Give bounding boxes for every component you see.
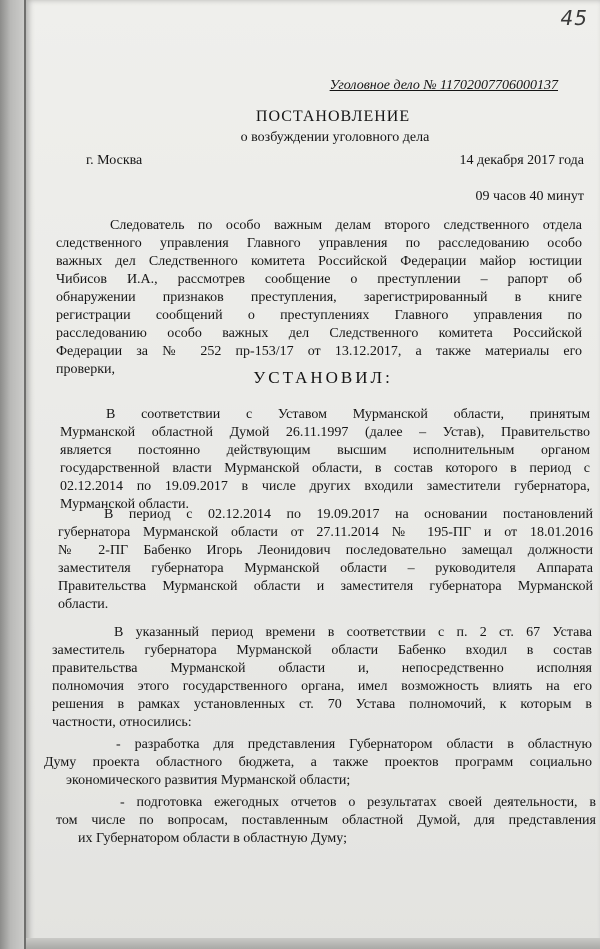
binding-spine [0,0,26,949]
date: 14 декабря 2017 года [459,153,584,168]
intro-paragraph [56,217,582,379]
city: г. Москва [86,153,143,168]
paragraph-1 [60,406,590,514]
bullet1-line: Думу проекта областного бюджета, а также проектов программ социально [44,755,592,770]
bullet1-line: экономического развития Мурманской области; [66,773,351,788]
bullet-1 [44,736,592,790]
bullet2-line: том числе по вопросам, поставленным областной Думой, для представления [56,813,596,828]
intro-line: расследованию особо важных дел Следственного комитета Российской [56,326,582,341]
para1-line: является постоянно действующим высшим исполнительным органом [60,443,590,458]
paragraph-2 [58,506,593,614]
para3-line: частности, относились: [52,715,192,730]
para3-line: полномочия этого государственного органа, имел возможность влиять на его [52,679,592,694]
page-bottom-edge [26,938,600,949]
bullet1-line: - разработка для представления Губернатором области в областную [116,737,592,752]
para2-line: заместителя губернатора Мурманской области – руководителя Аппарата [58,561,593,576]
para2-line: № 2-ПГ Бабенко Игорь Леонидович последовательно замещал должности [58,543,593,558]
paragraph-3 [52,624,592,732]
time: 09 часов 40 минут [475,189,584,204]
handwritten-page-number: 45 [560,6,588,30]
intro-line: важных дел Следственного комитета Российской Федерации майор юстиции [56,254,582,269]
document-page [26,0,600,949]
para3-line: правительства Мурманской области и, непосредственно исполняя [52,661,592,676]
section-heading: УСТАНОВИЛ: [253,368,393,387]
case-number: Уголовное дело № 11702007706000137 [329,78,558,93]
intro-line: обнаружении признаков преступления, зарегистрированный в книге [56,290,582,305]
document-subtitle: о возбуждении уголовного дела [240,130,430,145]
bullet2-line: - подготовка ежегодных отчетов о результатах своей деятельности, в [120,795,596,810]
intro-line: регистрации сообщений о преступлениях Главного управления по [56,308,582,323]
para1-line: Мурманской области. [60,497,189,512]
para2-line: В период с 02.12.2014 по 19.09.2017 на основании постановлений [104,507,593,522]
para3-line: решения в рамках установленных ст. 70 Устава полномочий, к которым в [52,697,592,712]
para2-line: губернатора Мурманской области от 27.11.2014 № 195-ПГ и от 18.01.2016 [58,525,593,540]
para1-line: Мурманской областной Думой 26.11.1997 (далее – Устав), Правительство [60,425,590,440]
intro-line: проверки, [56,362,116,377]
para3-line: В указанный период времени в соответствии с п. 2 ст. 67 Устава [114,625,592,640]
para2-line: области. [58,597,109,612]
para2-line: Правительства Мурманской области и заместителя губернатора Мурманской [58,579,593,594]
intro-line: Федерации за № 252 пр-153/17 от 13.12.2017, а также материалы его [56,344,582,359]
intro-line: Следователь по особо важным делам второго следственного отдела [110,218,582,233]
para1-line: государственной власти Мурманской области, в состав которого в период с [60,461,590,476]
document-title: ПОСТАНОВЛЕНИЕ [255,108,411,125]
bullet2-line: их Губернатором области в областную Думу; [78,831,347,846]
para1-line: В соответствии с Уставом Мурманской области, принятым [106,407,590,422]
para1-line: 02.12.2014 по 19.09.2017 в числе других входили заместители губернатора, [60,479,590,494]
bullet-2 [56,794,596,848]
para3-line: заместитель губернатора Мурманской области Бабенко входил в состав [52,643,592,658]
intro-line: Чибисов И.А., рассмотрев сообщение о преступлении – рапорт об [56,272,582,287]
intro-line: следственного управления Главного управления по расследованию особо [56,236,582,251]
